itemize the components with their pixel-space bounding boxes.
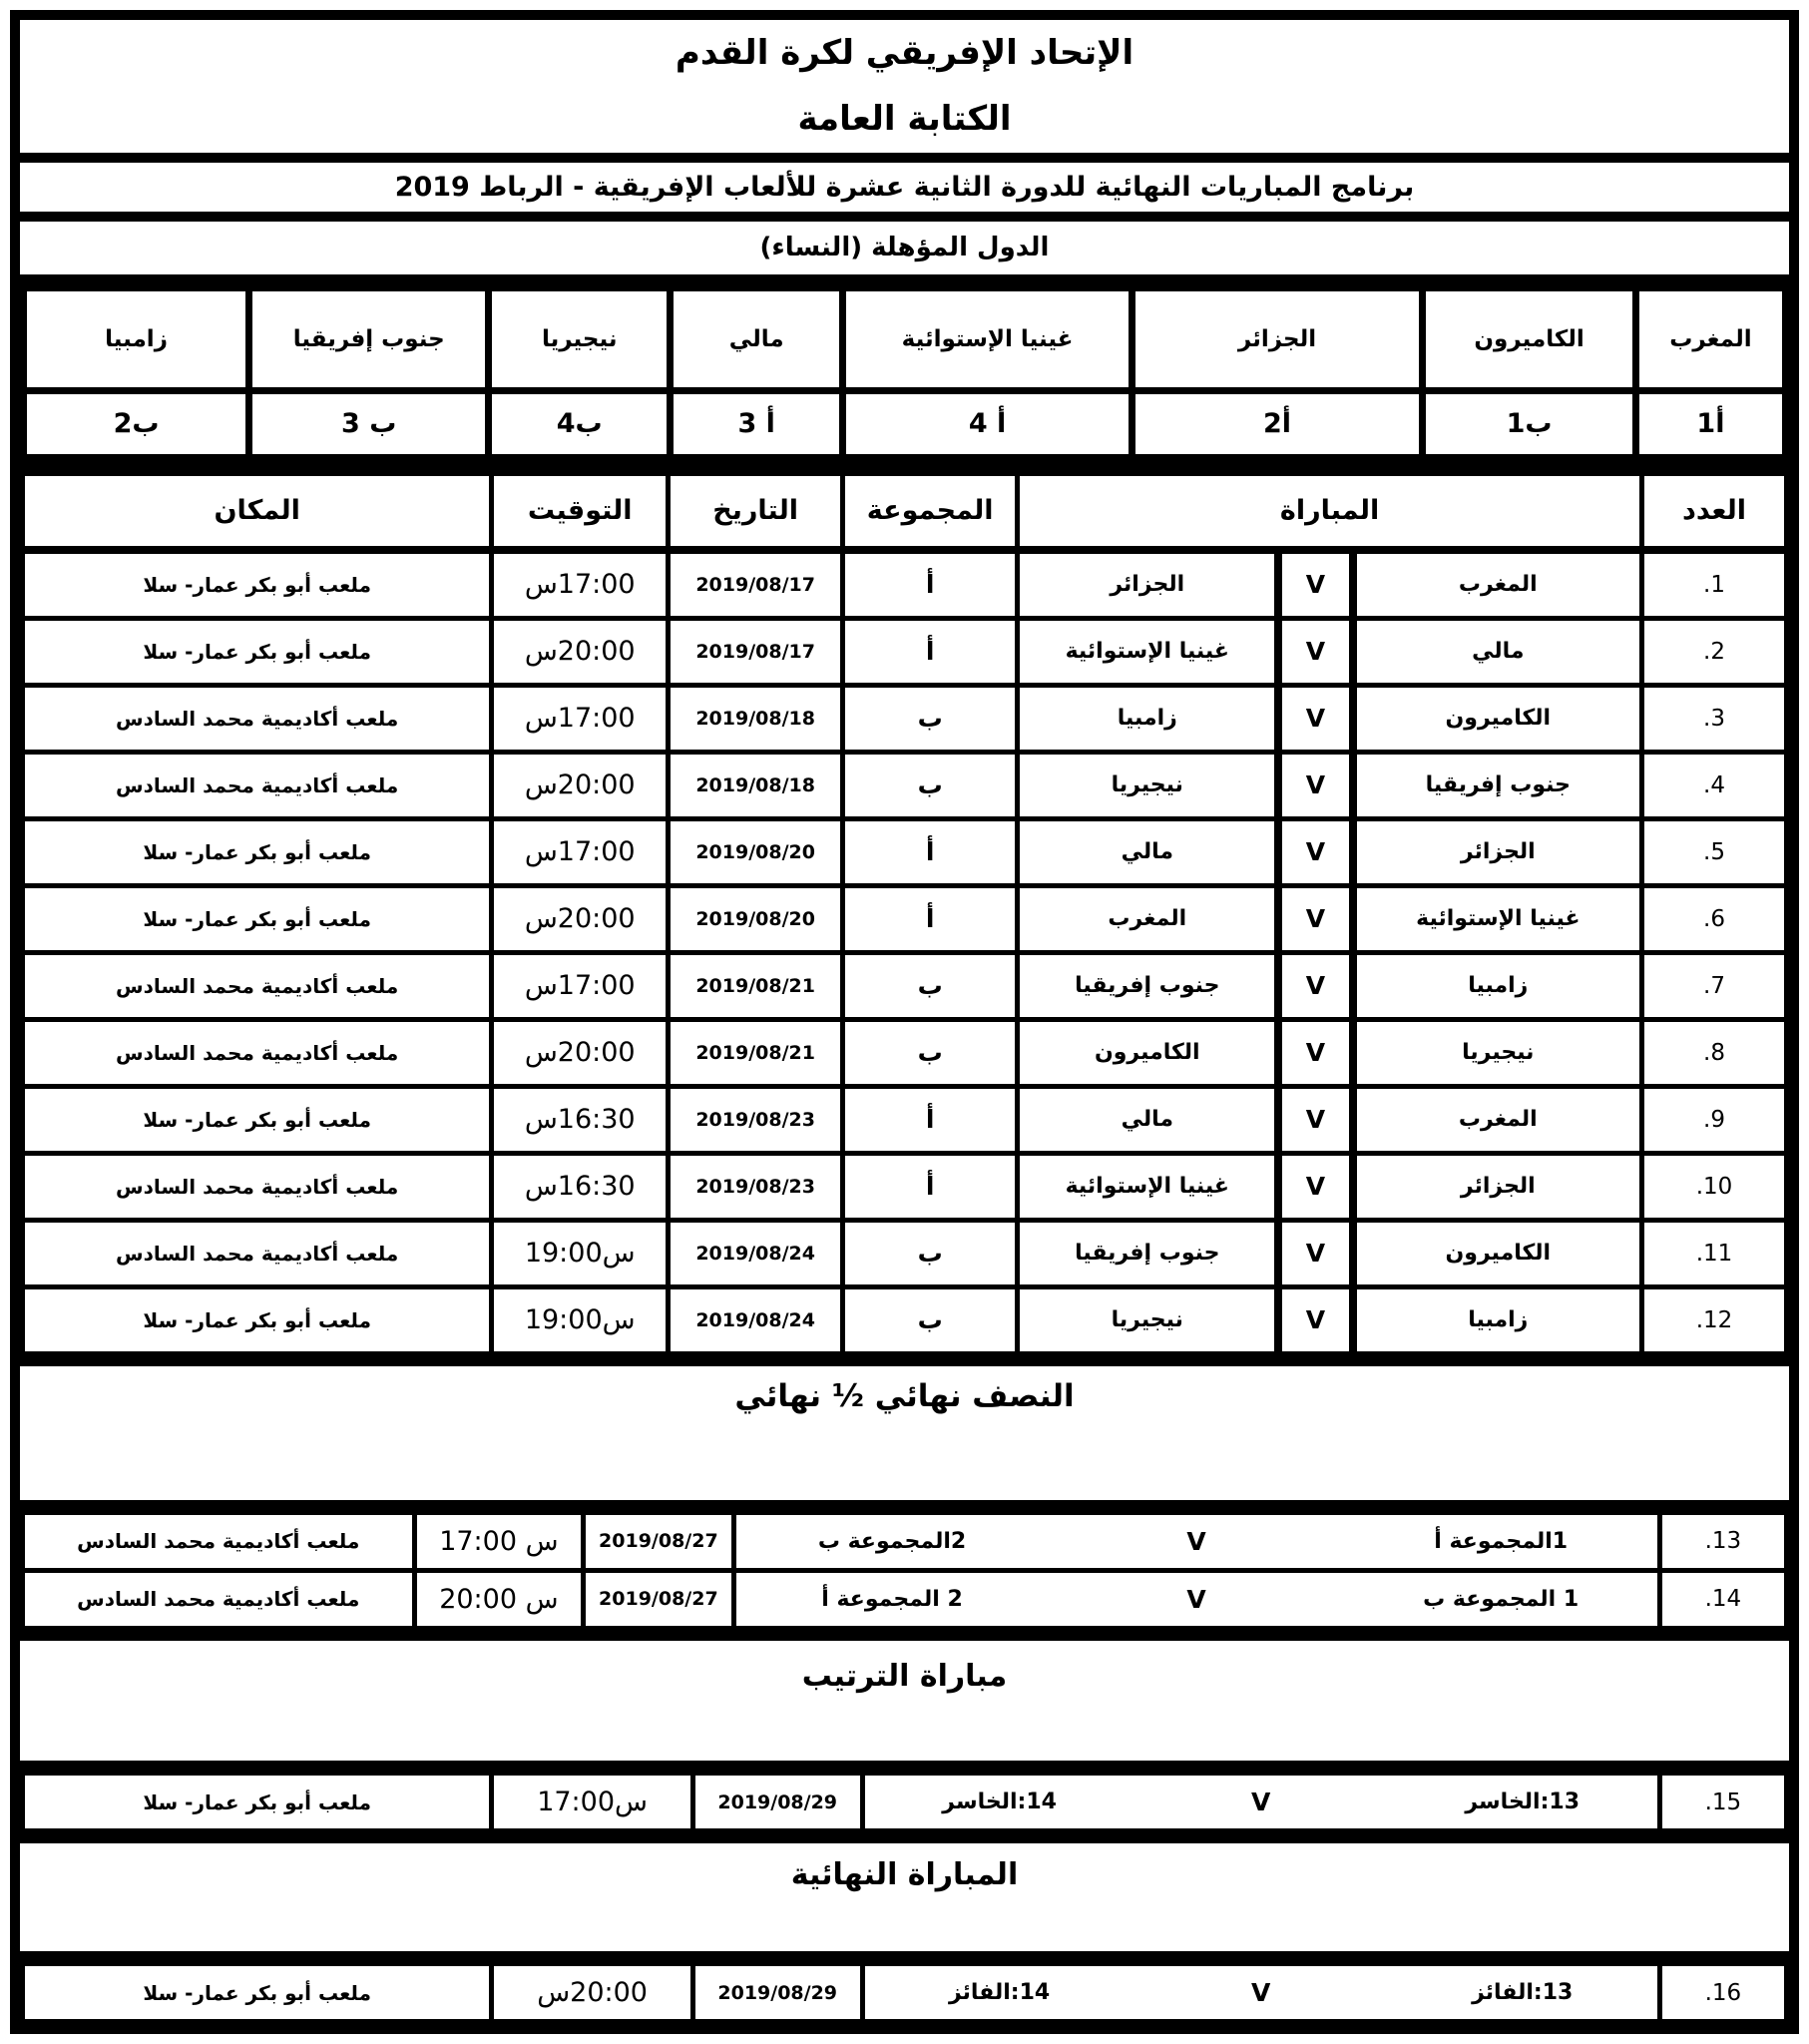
away-team: مالي bbox=[1018, 818, 1279, 885]
match-pairing bbox=[862, 1774, 1659, 1831]
match-group: أ bbox=[843, 1153, 1018, 1220]
vs-label: V bbox=[1250, 1978, 1271, 2007]
match-row bbox=[23, 885, 1787, 952]
match-time: س19:00 bbox=[492, 1286, 669, 1353]
match-row bbox=[23, 818, 1787, 885]
match-venue: ملعب أكاديمية محمد السادس bbox=[23, 1220, 492, 1286]
home-team: الكاميرون bbox=[1353, 685, 1642, 752]
team-seed: ب4 bbox=[489, 390, 671, 457]
match-row bbox=[23, 550, 1787, 619]
home-team: 1المجموعة أ bbox=[1434, 1528, 1569, 1554]
match-venue: ملعب أكاديمية محمد السادس bbox=[23, 752, 492, 818]
schedule-header-row bbox=[23, 473, 1787, 550]
team-seed: أ1 bbox=[1635, 390, 1785, 457]
vs-label: V bbox=[1278, 685, 1352, 752]
match-time: 17:00س bbox=[492, 685, 669, 752]
match-group: ب bbox=[843, 952, 1018, 1019]
match-date: 2019/08/27 bbox=[584, 1512, 733, 1570]
match-group: أ bbox=[843, 1086, 1018, 1153]
match-date: 2019/08/23 bbox=[669, 1086, 843, 1153]
col-group: المجموعة bbox=[843, 473, 1018, 550]
match-group: أ bbox=[843, 550, 1018, 619]
away-team: غينيا الإستوائية bbox=[1018, 618, 1279, 685]
match-group: ب bbox=[843, 752, 1018, 818]
match-time: س17:00 bbox=[492, 1774, 693, 1831]
match-time: 17:00س bbox=[492, 550, 669, 619]
classification-title: مباراة الترتيب bbox=[20, 1641, 1789, 1761]
team-name: جنوب إفريقيا bbox=[249, 287, 489, 390]
vs-label: V bbox=[1186, 1584, 1206, 1614]
qualified-title: الدول المؤهلة (النساء) bbox=[20, 222, 1789, 274]
group-stage-schedule-table bbox=[20, 471, 1789, 1356]
match-pairing bbox=[733, 1512, 1659, 1570]
col-venue: المكان bbox=[23, 473, 492, 550]
match-venue: ملعب أكاديمية محمد السادس bbox=[23, 952, 492, 1019]
document-header bbox=[20, 20, 1789, 153]
col-time: التوقيت bbox=[492, 473, 669, 550]
match-group: أ bbox=[843, 818, 1018, 885]
vs-label: V bbox=[1278, 885, 1352, 952]
match-number: 11. bbox=[1642, 1220, 1787, 1286]
match-number: 3. bbox=[1642, 685, 1787, 752]
team-seed: أ 3 bbox=[671, 390, 843, 457]
program-subtitle: برنامج المباريات النهائية للدورة الثانية عشرة للألعاب الإفريقية - الرباط 2019 bbox=[20, 163, 1789, 212]
match-venue: ملعب أبو بكر عمار- سلا bbox=[23, 1964, 492, 2022]
away-team: الكاميرون bbox=[1018, 1019, 1279, 1086]
match-row bbox=[23, 1512, 1787, 1570]
match-number: 8. bbox=[1642, 1019, 1787, 1086]
match-group: ب bbox=[843, 1019, 1018, 1086]
match-venue: ملعب أبو بكر عمار- سلا bbox=[23, 818, 492, 885]
match-venue: ملعب أكاديمية محمد السادس bbox=[23, 1570, 415, 1628]
home-team: الكاميرون bbox=[1353, 1220, 1642, 1286]
vs-label: V bbox=[1278, 1019, 1352, 1086]
away-team: الجزائر bbox=[1018, 550, 1279, 619]
col-number: العدد bbox=[1642, 473, 1787, 550]
qualified-team-names-row bbox=[24, 287, 1786, 390]
match-row bbox=[23, 685, 1787, 752]
match-time: 17:00س bbox=[492, 952, 669, 1019]
match-venue: ملعب أكاديمية محمد السادس bbox=[23, 1153, 492, 1220]
home-team: 13:الخاسر bbox=[1465, 1789, 1581, 1815]
home-team: الجزائر bbox=[1353, 1153, 1642, 1220]
match-time: 17:00س bbox=[492, 818, 669, 885]
match-number: 16. bbox=[1659, 1964, 1786, 2022]
match-venue: ملعب أبو بكر عمار- سلا bbox=[23, 1774, 492, 1831]
match-row bbox=[23, 618, 1787, 685]
match-venue: ملعب أكاديمية محمد السادس bbox=[23, 1512, 415, 1570]
match-group: أ bbox=[843, 618, 1018, 685]
home-team: غينيا الإستوائية bbox=[1353, 885, 1642, 952]
team-name: الكاميرون bbox=[1423, 287, 1636, 390]
match-time: 20:00س bbox=[492, 1964, 693, 2022]
match-date: 2019/08/20 bbox=[669, 818, 843, 885]
match-time: س 17:00 bbox=[414, 1512, 584, 1570]
vs-label: V bbox=[1186, 1526, 1206, 1556]
match-time: س 20:00 bbox=[414, 1570, 584, 1628]
match-date: 2019/08/20 bbox=[669, 885, 843, 952]
classification-table bbox=[20, 1771, 1789, 1833]
team-seed: ب 3 bbox=[249, 390, 489, 457]
match-date: 2019/08/27 bbox=[584, 1570, 733, 1628]
home-team: جنوب إفريقيا bbox=[1353, 752, 1642, 818]
match-venue: ملعب أكاديمية محمد السادس bbox=[23, 685, 492, 752]
match-row bbox=[23, 1570, 1787, 1628]
away-team: 2المجموعة ب bbox=[817, 1528, 967, 1554]
team-name: مالي bbox=[671, 287, 843, 390]
match-row bbox=[23, 952, 1787, 1019]
match-number: 9. bbox=[1642, 1086, 1787, 1153]
match-number: 6. bbox=[1642, 885, 1787, 952]
match-group: ب bbox=[843, 1286, 1018, 1353]
vs-label: V bbox=[1278, 752, 1352, 818]
match-venue: ملعب أبو بكر عمار- سلا bbox=[23, 618, 492, 685]
away-team: جنوب إفريقيا bbox=[1018, 952, 1279, 1019]
away-team: نيجيريا bbox=[1018, 752, 1279, 818]
vs-label: V bbox=[1278, 1286, 1352, 1353]
home-team: 1 المجموعة ب bbox=[1423, 1586, 1580, 1612]
match-time: 20:00س bbox=[492, 1019, 669, 1086]
match-number: 7. bbox=[1642, 952, 1787, 1019]
final-title: المباراة النهائية bbox=[20, 1843, 1789, 1951]
team-seed: ب2 bbox=[24, 390, 249, 457]
match-time: 20:00س bbox=[492, 752, 669, 818]
home-team: 13:الفائز bbox=[1472, 1980, 1574, 2005]
team-seed: أ 4 bbox=[843, 390, 1132, 457]
team-name: الجزائر bbox=[1131, 287, 1422, 390]
match-venue: ملعب أبو بكر عمار- سلا bbox=[23, 1286, 492, 1353]
home-team: الجزائر bbox=[1353, 818, 1642, 885]
vs-label: V bbox=[1278, 1220, 1352, 1286]
match-venue: ملعب أبو بكر عمار- سلا bbox=[23, 1086, 492, 1153]
match-row bbox=[23, 752, 1787, 818]
semifinal-table bbox=[20, 1510, 1789, 1631]
home-team: المغرب bbox=[1353, 1086, 1642, 1153]
away-team: زامبيا bbox=[1018, 685, 1279, 752]
match-number: 4. bbox=[1642, 752, 1787, 818]
vs-label: V bbox=[1278, 550, 1352, 619]
match-pairing bbox=[862, 1964, 1659, 2022]
team-name: غينيا الإستوائية bbox=[843, 287, 1132, 390]
match-date: 2019/08/24 bbox=[669, 1286, 843, 1353]
match-venue: ملعب أبو بكر عمار- سلا bbox=[23, 885, 492, 952]
qualified-teams-table bbox=[20, 284, 1789, 461]
match-date: 2019/08/17 bbox=[669, 550, 843, 619]
vs-label: V bbox=[1278, 618, 1352, 685]
qualified-team-seeds-row bbox=[24, 390, 1786, 457]
org-title: الإتحاد الإفريقي لكرة القدم bbox=[675, 33, 1134, 74]
match-venue: ملعب أبو بكر عمار- سلا bbox=[23, 550, 492, 619]
match-number: 15. bbox=[1659, 1774, 1786, 1831]
dept-title: الكتابة العامة bbox=[797, 99, 1012, 140]
away-team: المغرب bbox=[1018, 885, 1279, 952]
match-date: 2019/08/29 bbox=[692, 1964, 862, 2022]
match-time: 20:00س bbox=[492, 618, 669, 685]
match-number: 1. bbox=[1642, 550, 1787, 619]
match-date: 2019/08/21 bbox=[669, 952, 843, 1019]
match-date: 2019/08/18 bbox=[669, 752, 843, 818]
vs-label: V bbox=[1278, 952, 1352, 1019]
vs-label: V bbox=[1278, 1086, 1352, 1153]
match-date: 2019/08/29 bbox=[692, 1774, 862, 1831]
col-date: التاريخ bbox=[669, 473, 843, 550]
match-row bbox=[23, 1964, 1787, 2022]
away-team: جنوب إفريقيا bbox=[1018, 1220, 1279, 1286]
match-row bbox=[23, 1220, 1787, 1286]
match-number: 13. bbox=[1659, 1512, 1786, 1570]
match-time: س19:00 bbox=[492, 1220, 669, 1286]
match-time: 16:30س bbox=[492, 1153, 669, 1220]
away-team: 14:الخاسر bbox=[942, 1789, 1057, 1815]
final-table bbox=[20, 1961, 1789, 2024]
vs-label: V bbox=[1250, 1788, 1271, 1817]
away-team: 2 المجموعة أ bbox=[821, 1586, 963, 1612]
match-row bbox=[23, 1153, 1787, 1220]
match-time: 16:30س bbox=[492, 1086, 669, 1153]
home-team: نيجيريا bbox=[1353, 1019, 1642, 1086]
team-seed: ب1 bbox=[1423, 390, 1636, 457]
match-group: ب bbox=[843, 1220, 1018, 1286]
match-date: 2019/08/21 bbox=[669, 1019, 843, 1086]
team-name: نيجيريا bbox=[489, 287, 671, 390]
match-date: 2019/08/17 bbox=[669, 618, 843, 685]
team-name: المغرب bbox=[1635, 287, 1785, 390]
vs-label: V bbox=[1278, 818, 1352, 885]
team-name: زامبيا bbox=[24, 287, 249, 390]
match-number: 5. bbox=[1642, 818, 1787, 885]
vs-label: V bbox=[1278, 1153, 1352, 1220]
col-match: المباراة bbox=[1018, 473, 1642, 550]
match-number: 12. bbox=[1642, 1286, 1787, 1353]
away-team: غينيا الإستوائية bbox=[1018, 1153, 1279, 1220]
match-row bbox=[23, 1286, 1787, 1353]
match-venue: ملعب أكاديمية محمد السادس bbox=[23, 1019, 492, 1086]
match-pairing bbox=[733, 1570, 1659, 1628]
home-team: المغرب bbox=[1353, 550, 1642, 619]
match-row bbox=[23, 1774, 1787, 1831]
match-group: أ bbox=[843, 885, 1018, 952]
match-group: ب bbox=[843, 685, 1018, 752]
match-number: 14. bbox=[1659, 1570, 1786, 1628]
away-team: 14:الفائز bbox=[948, 1980, 1051, 2005]
match-number: 2. bbox=[1642, 618, 1787, 685]
home-team: زامبيا bbox=[1353, 1286, 1642, 1353]
match-row bbox=[23, 1086, 1787, 1153]
match-date: 2019/08/23 bbox=[669, 1153, 843, 1220]
document-page bbox=[10, 10, 1799, 2034]
match-date: 2019/08/24 bbox=[669, 1220, 843, 1286]
match-date: 2019/08/18 bbox=[669, 685, 843, 752]
home-team: مالي bbox=[1353, 618, 1642, 685]
semifinal-title: النصف نهائي ½ نهائي bbox=[20, 1366, 1789, 1500]
away-team: مالي bbox=[1018, 1086, 1279, 1153]
match-number: 10. bbox=[1642, 1153, 1787, 1220]
match-row bbox=[23, 1019, 1787, 1086]
team-seed: أ2 bbox=[1131, 390, 1422, 457]
match-time: 20:00س bbox=[492, 885, 669, 952]
away-team: نيجيريا bbox=[1018, 1286, 1279, 1353]
home-team: زامبيا bbox=[1353, 952, 1642, 1019]
